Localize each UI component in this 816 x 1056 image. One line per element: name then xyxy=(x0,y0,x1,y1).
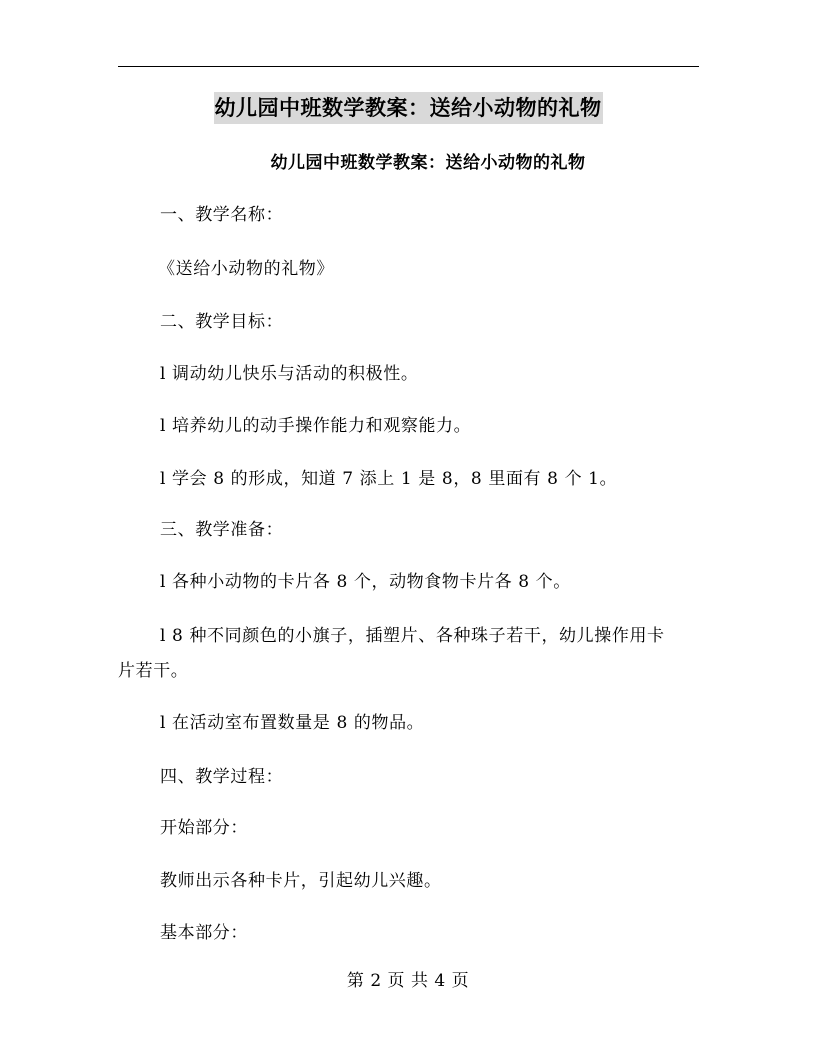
paragraph: 《送给小动物的礼物》 xyxy=(158,259,334,279)
list-item: l 调动幼儿快乐与活动的积极性。 xyxy=(160,364,419,384)
list-item: l 各种小动物的卡片各 8 个，动物食物卡片各 8 个。 xyxy=(160,572,571,592)
document-title: 幼儿园中班数学教案：送给小动物的礼物 xyxy=(270,153,586,173)
list-item: l 培养幼儿的动手操作能力和观察能力。 xyxy=(160,416,472,436)
list-item: l 学会 8 的形成，知道 7 添上 1 是 8，8 里面有 8 个 1。 xyxy=(160,469,618,489)
list-item: l 8 种不同颜色的小旗子，插塑片、各种珠子若干，幼儿操作用卡 xyxy=(160,626,665,646)
header-rule xyxy=(118,66,699,67)
section-heading: 三、教学准备： xyxy=(160,520,284,540)
paragraph: 教师出示各种卡片，引起幼儿兴趣。 xyxy=(160,871,442,891)
header-title: 幼儿园中班数学教案：送给小动物的礼物 xyxy=(214,92,603,124)
section-heading: 四、教学过程： xyxy=(160,767,284,787)
list-item: l 在活动室布置数量是 8 的物品。 xyxy=(160,713,425,733)
section-heading: 一、教学名称： xyxy=(160,205,284,225)
page-footer: 第 2 页 共 4 页 xyxy=(346,971,470,991)
header xyxy=(0,92,816,124)
section-heading: 二、教学目标： xyxy=(160,312,284,332)
paragraph: 开始部分： xyxy=(160,818,248,838)
list-item-continuation: 片若干。 xyxy=(118,661,189,681)
paragraph: 基本部分： xyxy=(160,923,248,943)
